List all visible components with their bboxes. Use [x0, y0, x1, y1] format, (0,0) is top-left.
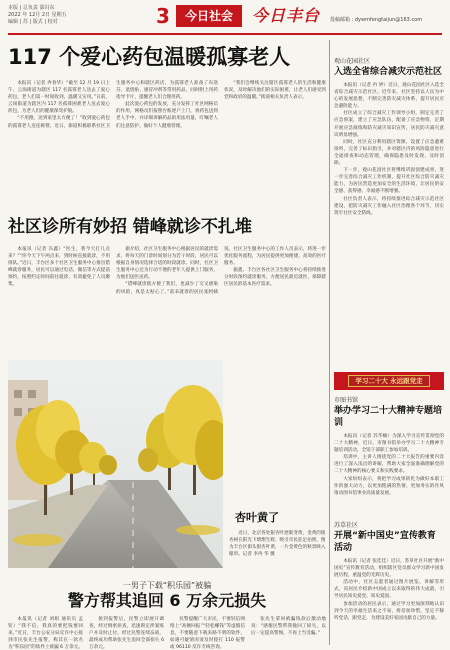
- side-article-1-paragraph: 社区成立了综合减灾工作领导小组，制定完善了应急预案，建立了应急队伍，配备了应急物资，定期开展应急演练和防灾减灾知识宣传，居民防灾减灾意识明显增强。: [334, 111, 444, 138]
- article-3-kicker: 一男子下载“积乐园”被骗: [122, 581, 212, 590]
- page-number: 3: [156, 4, 170, 28]
- newspaper-logo: 今日丰台: [252, 6, 321, 25]
- article-1-paragraph: 此次爱心药包的发放，充分发挥了社区网格员的作用。网格员们按照台账逐户上门，将药包送到老人手中，并详细讲解药品的用法用量，叮嘱老人们注意防护、做好个人健康管理。: [116, 102, 218, 129]
- side-article-3-body: [334, 558, 444, 650]
- side-article-1-body: [334, 82, 444, 352]
- side-article-1-paragraph: 社区负责人表示，将持续推进综合减灾示范社区建设，把防灾减灾工作融入社区治理各个环节，切实筑牢社区安全防线。: [334, 196, 444, 216]
- side-article-3: [334, 521, 444, 650]
- side-article-2-headline: 举办学习二十大精神专题培训: [334, 406, 443, 428]
- photo-caption-body: 近日，北京各处银杏叶逐渐变黄，金黄的银杏树在阳光下熠熠生辉，吸引市民驻足拍照。图为丰台区街头银杏叶黄，一片金黄色的秋景映入眼帘。记者 李冉 华 摄: [229, 531, 326, 557]
- photo-caption: [229, 360, 326, 568]
- side-article-3-kicker: 苏草社区: [334, 522, 359, 529]
- side-article-2-paragraph: 培训中，主讲人围绕党的二十大报告的重要内容进行了深入浅出的讲解，帮助大家全面准确理解党的二十大精神的核心要义和实践要求。: [334, 455, 444, 475]
- article-2-paragraph: 据悉，丰台区各社区卫生服务中心将持续推进分时段预约就诊服务，方便居民就近就医，保障辖区居民的基本医疗需求。: [224, 268, 326, 288]
- article-1-body: [8, 80, 326, 210]
- article-2-paragraph: “错峰就诊既方便了我们，也减少了交叉感染的风险，真是太贴心了。”前来就诊的居民张阿姨说。社区卫生服务中心的工作人员表示，将进一步优化服务流程，为居民提供更加便捷、高效的医疗服务。: [116, 247, 326, 295]
- submission-email: 投稿邮箱 : dywmfengtaijun@163.com: [330, 17, 423, 23]
- article-2-body: [8, 246, 326, 356]
- campaign-banner-text: 学习二十大 永远跟党走: [348, 375, 430, 387]
- article-2-paragraph: 本报讯（记者 冯鑫）“医生，我今天打几点来？”“你今天下午两点来，到时候直接就诊，不用排队。”近日，丰台区多个社区卫生服务中心推出错峰就诊服务，居民可以通过电话、微信等方式提前预约，按照约定时间前往就诊，有效避免了人员聚集。: [8, 247, 110, 288]
- photo-caption-title: 杏叶黄了: [235, 511, 279, 524]
- header-meta-line: 编辑 | 苏 | 版式 | 校对: [8, 19, 58, 25]
- article-3-paragraph: 民警提醒广大市民，不要轻信网络上“高额回报”“轻松赚钱”等虚假信息，不要随意下载来路不明的软件，如遇可疑情况请及时拨打 110 报警或 96110 反诈专线咨询。: [170, 617, 245, 650]
- column-divider: [329, 40, 330, 645]
- side-article-3-paragraph: 活动中，社区志愿者通过图片展览、讲解等形式，向居民介绍新中国成立以来取得的伟大成就，引导居民知史爱党、知史爱国。: [334, 580, 444, 600]
- article-1-paragraph: 本报讯（记者 冉春华）“截至 12 月 19 日上午，云岗街道为辖区 117 名孤寡老人送去了爱心药包，老人们第一时间收到，温暖又实用。”日前，云岗街道为辖区内 117 名孤寡困难老人送去爱心药包，为老人们的健康保驾护航。: [8, 81, 110, 115]
- page-header: [0, 0, 450, 40]
- article-1-paragraph: “不用跑，送到家里太方便了！”收到爱心药包的孤寡老人连连称赞。近日，街道积极联系社区卫生服务中心和辖区药店，为孤寡老人准备了布洛芬、退烧贴、感冒冲剂等常用药品，同时附上用药指导卡片，提醒老人们合理用药。: [8, 81, 218, 129]
- article-3-headline: 警方帮其追回 6 万余元损失: [67, 591, 267, 610]
- side-article-3-paragraph: 参加活动的居民表示，通过学习更加深刻地认识到今天的幸福生活来之不易，将倍加珍惜，坚定不移听党话、跟党走，为建设美好家园贡献自己的力量。: [334, 601, 444, 621]
- side-article-1-paragraph: 同时，社区充分利用辖区资源，设置了应急避难场所，完善了标识指引，并对辖区内的风险隐患进行全面排查和动态管理，确保隐患及时发现、及时消除。: [334, 139, 444, 167]
- side-article-1-kicker: 观山花园社区: [334, 58, 371, 65]
- side-article-1-paragraph: 本报讯（记者 冉 婷）近日，观山花园社区入选全省综合减灾示范社区。近年来，社区坚持以人民为中心的发展思想，不断完善防灾减灾体系，提升居民应急避险能力。: [334, 83, 444, 110]
- article-1-paragraph: “我们会继续关注辖区孤寡老人的生活和健康状况，及时解决他们的实际困难，让老人们感受到党和政府的温暖。”街道相关负责人表示。: [224, 81, 326, 101]
- side-article-2-kicker: 市图书馆: [334, 397, 359, 404]
- article-3-paragraph: 接到报警后，民警立即展开调查，经过缜密侦查，迅速锁定涉案账户并及时止付。经过民警连续奋战，最终成功帮助张先生追回全部损失 6 万余元。: [89, 617, 164, 650]
- article-2-paragraph: 据介绍，社区卫生服务中心根据居民的就诊需求，将每天的门诊时间划分为若干时段，居民可以根据自身情况选择合适的时段就诊。同时，社区卫生服务中心还为行动不便的老年人提供上门服务，为他们送医送药。: [116, 247, 218, 281]
- ginkgo-street-photo: [8, 360, 223, 568]
- side-article-1-paragraph: 下一步，观山花园社区将继续巩固创建成果，进一步完善综合减灾工作机制，提升社区综合防灾减灾能力，为居民营造更加安全的生活环境，让居民的安全感、获得感、幸福感不断增强。: [334, 168, 444, 195]
- side-article-2-paragraph: 大家纷纷表示，将把学习成果转化为做好本职工作的强大动力，以更加饱满的热情、更加务实的作风推动图书馆事业高质量发展。: [334, 476, 444, 496]
- header-meta-line: 2022 年 12月 2日 星期五: [8, 12, 67, 18]
- article-2-headline: 社区诊所有妙招 错峰就诊不扎堆: [8, 217, 252, 237]
- header-meta: [8, 5, 67, 26]
- campaign-banner: [334, 372, 444, 390]
- side-article-3-headline: 开展“新中国史”宣传教育活动: [334, 531, 436, 553]
- side-article-2-paragraph: 本报讯（记者 苏华楠）为深入学习宣传贯彻党的二十大精神，近日，市图书馆举办学习二十大精神专题培训活动，全馆干部职工参加培训。: [334, 434, 444, 454]
- side-article-1-headline: 入选全省综合减灾示范社区: [334, 67, 443, 77]
- article-3-paragraph: 本报讯（记者 刘娟 通讯员 孟钊）“我不信，我真的要把钱要回来。”近日，丰台公安分局反诈中心接到市民张先生报警，称其在一款名为“积乐园”的软件上被骗 6 万余元。: [8, 617, 83, 650]
- side-article-1: [334, 57, 444, 352]
- article-3-paragraph: 张先生拿回被骗钱款后激动地说：“感谢民警帮我挽回了损失，以后一定提高警惕，不再上当受骗。”: [251, 617, 326, 637]
- article-3-body: [8, 616, 326, 650]
- side-article-3-paragraph: 本报讯（记者 张佳佳）近日，苏草社区开展“新中国史”宣传教育活动，组织辖区党员群众学习新中国发展历程，重温党的光辉历史。: [334, 559, 444, 579]
- article-1-headline: 117 个爱心药包温暖孤寡老人: [8, 45, 291, 69]
- section-title: 今日社会: [176, 5, 242, 27]
- header-meta-line: 本版 | 总负责 邵冯东: [8, 5, 55, 11]
- header-rule: [8, 33, 442, 35]
